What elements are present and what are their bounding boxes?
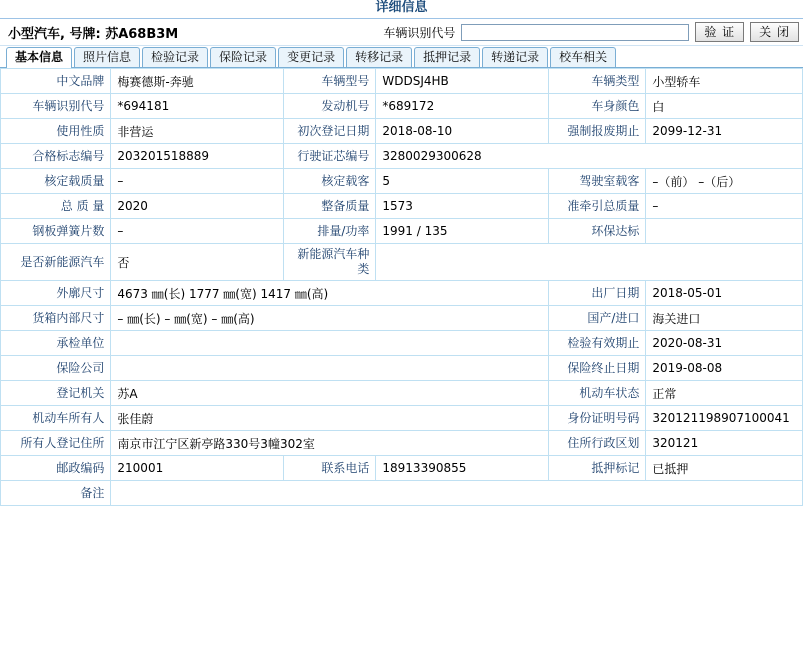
- address-label: 所有人登记住所: [1, 431, 111, 456]
- curb-mass-value: 1573: [376, 194, 549, 219]
- tab-delivery-records[interactable]: 转递记录: [482, 47, 548, 67]
- cab-pax-label: 驾驶室载客: [549, 169, 646, 194]
- owner-value: 张佳蔚: [111, 406, 549, 431]
- table-row: [1, 144, 803, 169]
- body-color-label: 车身颜色: [549, 94, 646, 119]
- insurance-company-label: 保险公司: [1, 356, 111, 381]
- scrap-date-label: 强制报废期止: [549, 119, 646, 144]
- phone-label: 联系电话: [284, 456, 376, 481]
- use-nature-value: 非营运: [111, 119, 284, 144]
- table-row: [1, 69, 803, 94]
- remark-label: 备注: [1, 481, 111, 506]
- dimensions-value: 4673 ㎜(长) 1777 ㎜(宽) 1417 ㎜(高): [111, 281, 549, 306]
- inspect-valid-value: 2020-08-31: [646, 331, 803, 356]
- postcode-label: 邮政编码: [1, 456, 111, 481]
- vehicle-status-label: 机动车状态: [549, 381, 646, 406]
- rated-load-label: 核定载质量: [1, 169, 111, 194]
- vehicle-type-value: 小型轿车: [646, 69, 803, 94]
- tab-photo-info[interactable]: 照片信息: [74, 47, 140, 67]
- table-row: [1, 119, 803, 144]
- insurance-end-label: 保险终止日期: [549, 356, 646, 381]
- vin-search-label: 车辆识别代号: [383, 25, 456, 40]
- insurance-end-value: 2019-08-08: [646, 356, 803, 381]
- new-energy-type-value: [376, 244, 803, 281]
- district-value: 320121: [646, 431, 803, 456]
- license-chip-label: 行驶证芯编号: [284, 144, 376, 169]
- mortgage-value: 已抵押: [646, 456, 803, 481]
- inspect-org-label: 承检单位: [1, 331, 111, 356]
- remark-value: [111, 481, 803, 506]
- leaf-spring-label: 钢板弹簧片数: [1, 219, 111, 244]
- verify-button[interactable]: 验 证: [695, 22, 744, 42]
- license-chip-value: 3280029300628: [376, 144, 803, 169]
- dimensions-label: 外廓尺寸: [1, 281, 111, 306]
- reg-authority-label: 登记机关: [1, 381, 111, 406]
- rated-pax-label: 核定载客: [284, 169, 376, 194]
- table-row: [1, 431, 803, 456]
- vehicle-type-label: 车辆类型: [549, 69, 646, 94]
- new-energy-value: 否: [111, 244, 284, 281]
- vehicle-status-value: 正常: [646, 381, 803, 406]
- table-row: [1, 356, 803, 381]
- vin-label: 车辆识别代号: [1, 94, 111, 119]
- first-reg-date-label: 初次登记日期: [284, 119, 376, 144]
- origin-label: 国产/进口: [549, 306, 646, 331]
- id-no-value: 320121198907100041: [646, 406, 803, 431]
- use-nature-label: 使用性质: [1, 119, 111, 144]
- tow-mass-label: 准牵引总质量: [549, 194, 646, 219]
- table-row: [1, 481, 803, 506]
- brand-value: 梅赛德斯-奔驰: [111, 69, 284, 94]
- tab-basic-info[interactable]: 基本信息: [6, 47, 72, 68]
- curb-mass-label: 整备质量: [284, 194, 376, 219]
- vin-value: *694181: [111, 94, 284, 119]
- model-label: 车辆型号: [284, 69, 376, 94]
- mortgage-label: 抵押标记: [549, 456, 646, 481]
- rated-pax-value: 5: [376, 169, 549, 194]
- insurance-company-value: [111, 356, 549, 381]
- tab-change-records[interactable]: 变更记录: [278, 47, 344, 67]
- model-value: WDDSJ4HB: [376, 69, 549, 94]
- origin-value: 海关进口: [646, 306, 803, 331]
- emission-label: 环保达标: [549, 219, 646, 244]
- gross-mass-value: 2020: [111, 194, 284, 219]
- table-row: [1, 456, 803, 481]
- vin-search-input[interactable]: [461, 24, 689, 41]
- factory-date-label: 出厂日期: [549, 281, 646, 306]
- id-no-label: 身份证明号码: [549, 406, 646, 431]
- postcode-value: 210001: [111, 456, 284, 481]
- tab-school-bus[interactable]: 校车相关: [550, 47, 616, 67]
- close-button[interactable]: 关 闭: [750, 22, 799, 42]
- table-row: [1, 381, 803, 406]
- factory-date-value: 2018-05-01: [646, 281, 803, 306]
- table-row: [1, 169, 803, 194]
- table-row: [1, 306, 803, 331]
- rated-load-value: –: [111, 169, 284, 194]
- cert-no-value: 203201518889: [111, 144, 284, 169]
- cab-pax-value: –（前） –（后）: [646, 169, 803, 194]
- owner-label: 机动车所有人: [1, 406, 111, 431]
- tab-insurance-records[interactable]: 保险记录: [210, 47, 276, 67]
- engine-no-label: 发动机号: [284, 94, 376, 119]
- vehicle-detail-table: [0, 68, 803, 506]
- district-label: 住所行政区划: [549, 431, 646, 456]
- table-row: [1, 244, 803, 281]
- tab-inspection-records[interactable]: 检验记录: [142, 47, 208, 67]
- body-color-value: 白: [646, 94, 803, 119]
- header-bar: [0, 18, 803, 46]
- table-row: [1, 219, 803, 244]
- leaf-spring-value: –: [111, 219, 284, 244]
- displacement-label: 排量/功率: [284, 219, 376, 244]
- inspect-org-value: [111, 331, 549, 356]
- table-row: [1, 194, 803, 219]
- first-reg-date-value: 2018-08-10: [376, 119, 549, 144]
- tow-mass-value: –: [646, 194, 803, 219]
- window-title: 详细信息: [375, 0, 428, 15]
- table-row: [1, 94, 803, 119]
- displacement-value: 1991 / 135: [376, 219, 549, 244]
- cargo-dim-value: – ㎜(长) – ㎜(宽) – ㎜(高): [111, 306, 549, 331]
- gross-mass-label: 总 质 量: [1, 194, 111, 219]
- engine-no-value: *689172: [376, 94, 549, 119]
- emission-value: [646, 219, 803, 244]
- cargo-dim-label: 货箱内部尺寸: [1, 306, 111, 331]
- reg-authority-value: 苏A: [111, 381, 549, 406]
- tab-transfer-records[interactable]: 转移记录: [346, 47, 412, 67]
- table-row: [1, 281, 803, 306]
- table-row: [1, 331, 803, 356]
- cert-no-label: 合格标志编号: [1, 144, 111, 169]
- scrap-date-value: 2099-12-31: [646, 119, 803, 144]
- phone-value: 18913390855: [376, 456, 549, 481]
- tab-mortgage-records[interactable]: 抵押记录: [414, 47, 480, 67]
- vehicle-summary-label: 小型汽车, 号牌: 苏A68B3M: [8, 26, 179, 42]
- new-energy-type-label: 新能源汽车种类: [284, 244, 376, 281]
- address-value: 南京市江宁区新亭路330号3幢302室: [111, 431, 549, 456]
- new-energy-label: 是否新能源汽车: [1, 244, 111, 281]
- inspect-valid-label: 检验有效期止: [549, 331, 646, 356]
- tab-bar: [0, 46, 803, 68]
- brand-label: 中文品牌: [1, 69, 111, 94]
- table-row: [1, 406, 803, 431]
